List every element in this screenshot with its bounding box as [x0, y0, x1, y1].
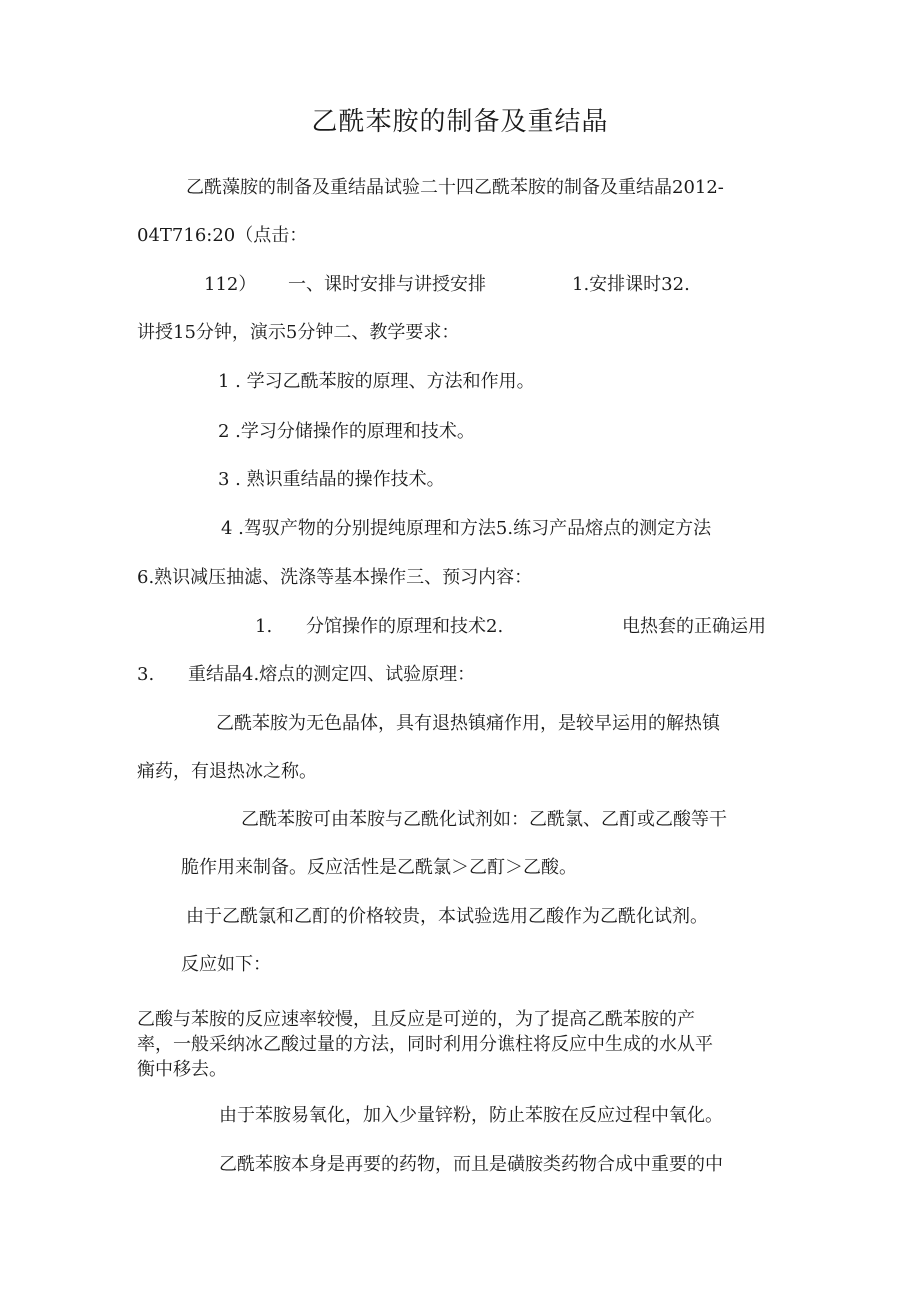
paragraph-line: 脆作用来制备。反应活性是乙酰氯＞乙酊＞乙酸。	[181, 857, 577, 878]
paragraph-line: 乙酸与苯胺的反应速率较慢，且反应是可逆的，为了提高乙酰苯胺的产	[137, 1009, 695, 1030]
paragraph-line: 乙酰苯胺为无色晶体，具有退热镇痛作用，是较早运用的解热镇	[216, 713, 720, 734]
paragraph-line: 由于乙酰氯和乙酊的价格较贵，本试验选用乙酸作为乙酰化试剂。	[186, 906, 708, 927]
paragraph-line: 6.熟识减压抽滤、洗涤等基本操作三、预习内容：	[137, 567, 533, 588]
list-item: 1.	[255, 616, 273, 637]
paragraph-line: 112）	[204, 274, 257, 295]
page-title: 乙酰苯胺的制备及重结晶	[311, 107, 609, 137]
paragraph-line: 率，一般采纳冰乙酸过量的方法，同时利用分谯柱将反应中生成的水从平	[137, 1034, 713, 1055]
list-item: 3 . 熟识重结晶的操作技术。	[218, 469, 445, 490]
list-item: 4 .驾驭产物的分别提纯原理和方法5.练习产品熔点的测定方法	[221, 518, 712, 539]
list-item: 电热套的正确运用	[622, 616, 766, 637]
list-item: 分馆操作的原理和技术2.	[306, 616, 504, 637]
paragraph-line: 讲授15分钟，演示5分钟二、教学要求：	[137, 322, 460, 343]
list-item: 重结晶4.熔点的测定四、试验原理：	[188, 664, 476, 685]
paragraph-line: 乙酰苯胺可由苯胺与乙酰化试剂如：乙酰氯、乙酊或乙酸等干	[241, 809, 727, 830]
paragraph-line: 乙酰藻胺的制备及重结晶试验二十四乙酰苯胺的制备及重结晶2012-	[186, 177, 724, 198]
paragraph-line: 痛药，有退热冰之称。	[137, 761, 317, 782]
section-heading: 一、课时安排与讲授安排	[288, 274, 486, 295]
list-item: 2 .学习分储操作的原理和技术。	[218, 421, 475, 442]
paragraph-line: 1.安排课时32.	[572, 274, 690, 295]
paragraph-line: 反应如下：	[181, 954, 271, 975]
paragraph-line: 由于苯胺易氧化，加入少量锌粉，防止苯胺在反应过程中氧化。	[219, 1105, 723, 1126]
paragraph-line: 04T716:20（点击：	[137, 225, 308, 246]
paragraph-line: 乙酰苯胺本身是再要的药物，而且是磺胺类药物合成中重要的中	[219, 1154, 723, 1175]
list-item: 3.	[137, 664, 155, 685]
list-item: 1 . 学习乙酰苯胺的原理、方法和作用。	[218, 371, 535, 392]
paragraph-line: 衡中移去。	[137, 1059, 227, 1080]
